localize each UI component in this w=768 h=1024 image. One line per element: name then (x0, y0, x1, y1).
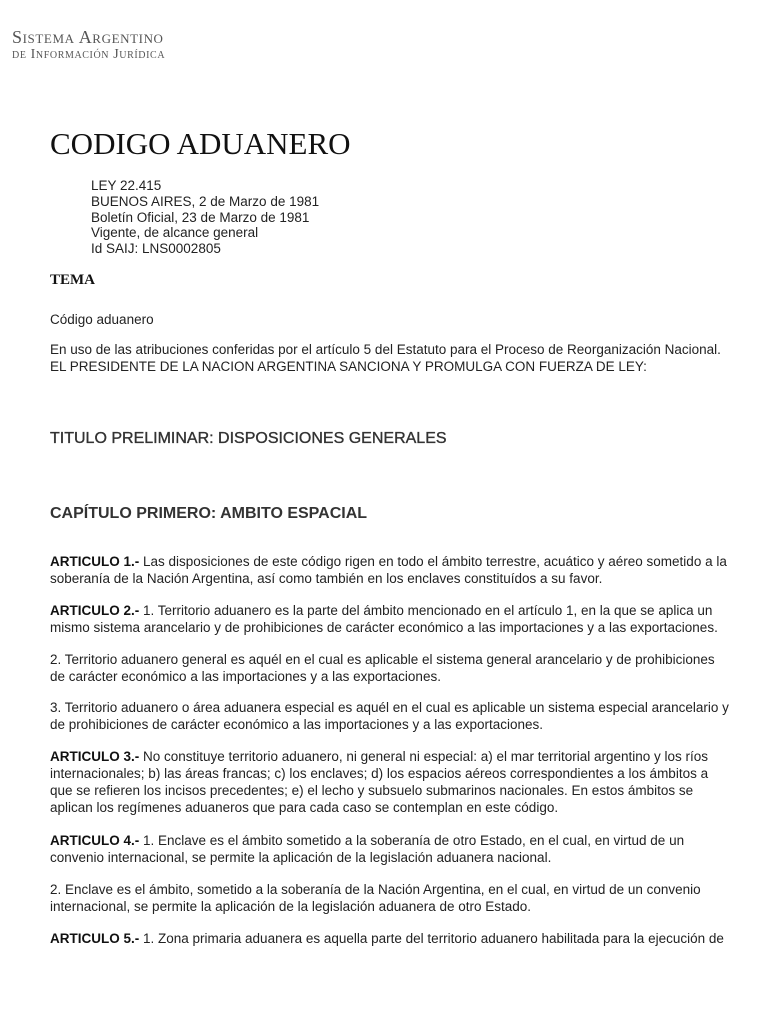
preamble-line-2: EL PRESIDENTE DE LA NACION ARGENTINA SANCIONA Y PROMULGA CON FUERZA DE LEY: (50, 359, 647, 374)
preamble-line-1: En uso de las atribuciones conferidas por el artículo 5 del Estatuto para el Proceso de Reorganización Nacional. (50, 342, 721, 357)
document-title: CODIGO ADUANERO (50, 126, 351, 161)
article-label: ARTICULO 2.- (50, 603, 140, 618)
article-text: 1. Territorio aduanero es la parte del ámbito mencionado en el artículo 1, en la que se aplica un mismo sistema arancelario y de prohibiciones de carácter económico a las importaciones y a las exportaciones. (50, 603, 718, 635)
article-text: 1. Enclave es el ámbito sometido a la soberanía de otro Estado, en el cual, en virtud de un convenio internacional, se permite la aplicación de la legislación aduanera nacional. (50, 833, 685, 865)
tema-text: Código aduanero (50, 312, 154, 327)
logo-line-1: Sistema Argentino (12, 27, 164, 47)
capitulo-heading: CAPÍTULO PRIMERO: AMBITO ESPACIAL (50, 505, 368, 522)
article-4-paragraph-2 (50, 881, 730, 915)
article-text: 2. Enclave es el ámbito, sometido a la soberanía de la Nación Argentina, en el cual, en virtud de un convenio internacional, se permite la aplicación de la legislación aduanera de otro Estado. (50, 882, 701, 914)
article-4 (50, 832, 730, 866)
article-label: ARTICULO 4.- (50, 833, 140, 848)
saij-id: Id SAIJ: LNS0002805 (91, 241, 221, 257)
law-number: LEY 22.415 (91, 178, 162, 193)
article-5 (50, 930, 730, 947)
article-label: ARTICULO 5.- (50, 931, 140, 946)
titulo-heading: TITULO PRELIMINAR: DISPOSICIONES GENERALES (50, 430, 447, 447)
article-2-paragraph-2 (50, 651, 730, 685)
preamble (50, 341, 730, 375)
article-2 (50, 602, 730, 636)
saij-logo (12, 28, 165, 62)
bulletin-date: Boletín Oficial, 23 de Marzo de 1981 (91, 209, 310, 225)
article-text: 2. Territorio aduanero general es aquél en el cual es aplicable el sistema general arancelario y de prohibiciones de carácter económico a las importaciones y a las exportaciones. (50, 652, 715, 684)
article-text: 3. Territorio aduanero o área aduanera especial es aquél en el cual es aplicable un sistema especial arancelario y de prohibiciones de carácter económico a las importaciones y a las exportaciones. (50, 700, 729, 732)
article-text: No constituye territorio aduanero, ni general ni especial: a) el mar territorial argentino y los ríos internacionales; b) las áreas francas; c) los enclaves; d) los espacios aéreos correspondientes a los ámbitos a que se refieren los incisos precedentes; e) el lecho y subsuelo submarinos nacionales. En estos ámbitos se aplican los regímenes aduaneros que para cada caso se contemplan en este código. (50, 749, 709, 815)
article-label: ARTICULO 1.- (50, 554, 140, 569)
law-metadata (91, 178, 319, 257)
article-2-paragraph-3 (50, 699, 730, 733)
law-status: Vigente, de alcance general (91, 225, 259, 241)
article-text: Las disposiciones de este código rigen en todo el ámbito terrestre, acuático y aéreo sometido a la soberanía de la Nación Argentina, así como también en los enclaves constituídos a su favor. (50, 554, 727, 586)
logo-line-2: de Información Jurídica (12, 47, 166, 62)
article-text: 1. Zona primaria aduanera es aquella parte del territorio aduanero habilitada para la ejecución de (139, 931, 724, 946)
article-label: ARTICULO 3.- (50, 749, 140, 764)
article-1 (50, 553, 730, 587)
tema-heading: TEMA (50, 272, 95, 288)
article-3 (50, 748, 730, 816)
law-date: BUENOS AIRES, 2 de Marzo de 1981 (91, 193, 320, 209)
